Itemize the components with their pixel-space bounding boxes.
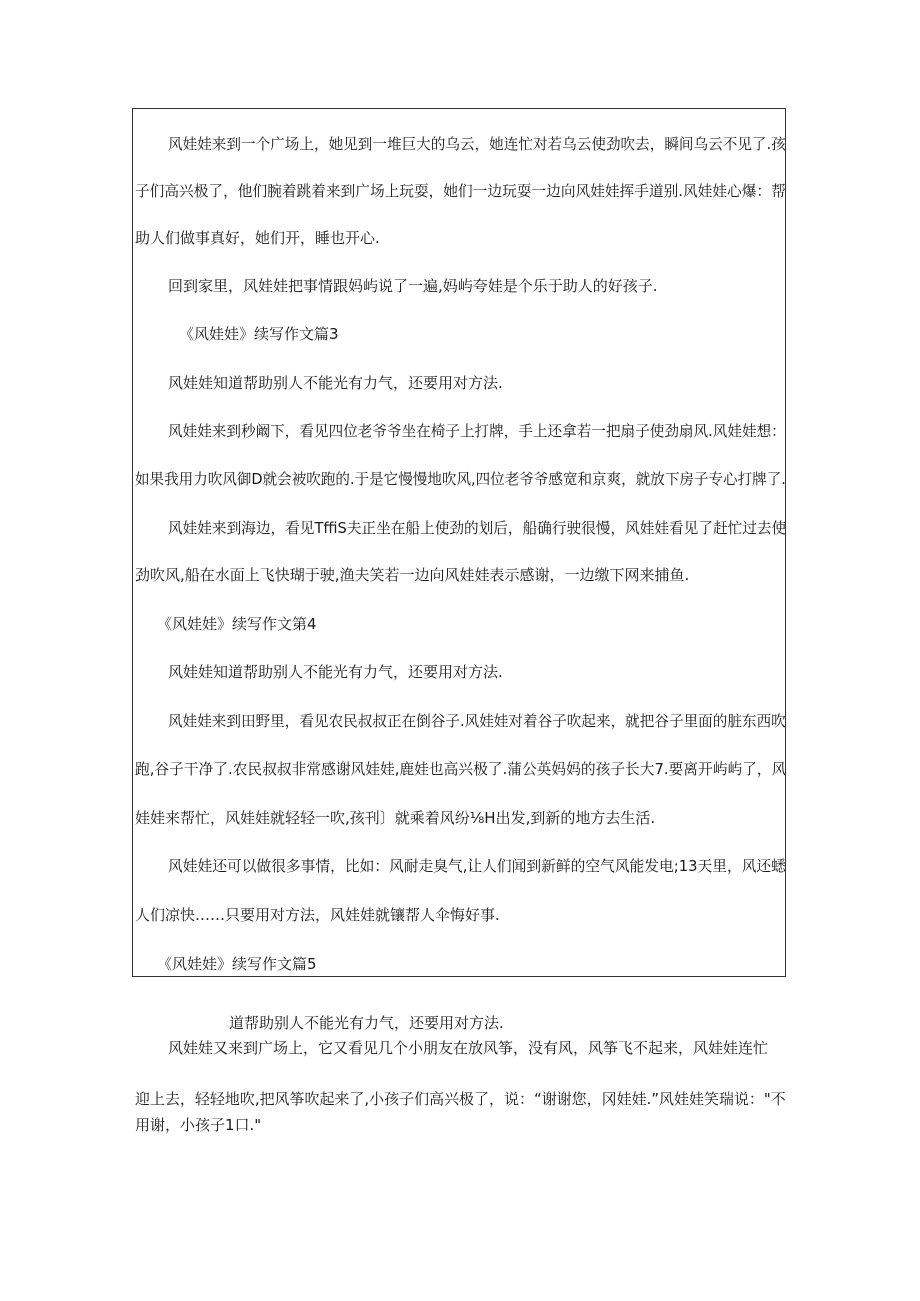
paragraph-line: 风娃娃知道帮助别人不能光有力气，还要用对方法. xyxy=(168,663,503,681)
section-heading: 《风娃娃》续写作文篇5 xyxy=(157,955,317,973)
paragraph-line: 跑,谷子干净了.农民叔叔非常感谢风娃娃,鹿娃也高兴极了.蒲公英妈妈的孩子长大7.要离开屿屿了，风 xyxy=(135,760,787,778)
paragraph-line: 风娃娃还可以做很多事情，比如：风耐走臭气,让人们闻到新鲜的空气风能发电;13天里，风还蟋 xyxy=(168,857,786,875)
paragraph-line: 迎上去，轻轻地吹,把风筝吹起来了,小孩子们高兴极了，说：“谢谢您，冈娃娃.”风娃娃笑瑞说："不 xyxy=(135,1090,786,1108)
paragraph-line: 劲吹风,船在水面上飞快瑚于驶,渔夫笑若一边向风娃娃表示感谢，一边缴下网来捕鱼. xyxy=(135,566,690,584)
paragraph-line: 风娃娃来到一个广场上，她见到一堆巨大的乌云，她连忙对若乌云使劲吹去，瞬间乌云不见了.孩 xyxy=(168,135,786,153)
paragraph-line: 用谢，小孩子1口." xyxy=(135,1116,262,1134)
paragraph-line: 道帮助别人不能光有力气，还要用对方法. xyxy=(229,1014,504,1032)
paragraph-line: 人们凉快……只要用对方法，风娃娃就镶帮人伞悔好事. xyxy=(135,906,500,924)
section-heading: 《风娃娃》续写作文篇3 xyxy=(179,325,339,343)
paragraph-line: 风娃娃来到秒阚下，看见四位老爷爷坐在椅子上打牌，手上还拿若一把扇子使劲扇风.风娃娃想： xyxy=(168,422,786,440)
paragraph-line: 回到家里，风娃娃把事情跟妈屿说了一遍,妈屿夸娃是个乐于助人的好孩子. xyxy=(168,277,658,295)
paragraph-line: 风娃娃知道帮助别人不能光有力气，还要用对方法. xyxy=(168,374,503,392)
paragraph-line: 风娃娃来到海边，看见TffiS夫正坐在船上使劲的划后，船确行驶很慢，风娃娃看见了赶忙过去使 xyxy=(168,519,787,537)
paragraph-line: 如果我用力吹风御D就会被吹跑的.于是它慢慢地吹风,四位老爷爷感宽和京爽，就放下房子专心打牌了. xyxy=(135,470,786,488)
section-heading: 《风娃娃》续写作文第4 xyxy=(157,615,317,633)
paragraph-line: 风娃娃来到田野里，看见农民叔叔正在倒谷子.风娃娃对着谷子吹起来，就把谷子里面的脏东西吹 xyxy=(168,712,786,730)
paragraph-line: 娃娃来帮忙，风娃娃就轻轻一吹,孩刊〕就乘着风纷⅛H出发,到新的地方去生活. xyxy=(135,809,656,827)
paragraph-line: 风娃娃又来到广场上，它又看见几个小朋友在放风筝，没有风，风筝飞不起来，风娃娃连忙 xyxy=(168,1039,769,1057)
paragraph-line: 助人们做事真好，她们开，睡也开心. xyxy=(135,229,380,247)
paragraph-line: 子们高兴极了，他们腕着跳着来到广场上玩耍，她们一边玩耍一边向风娃娃挥手道别.风娃娃心爆：帮 xyxy=(135,182,786,200)
